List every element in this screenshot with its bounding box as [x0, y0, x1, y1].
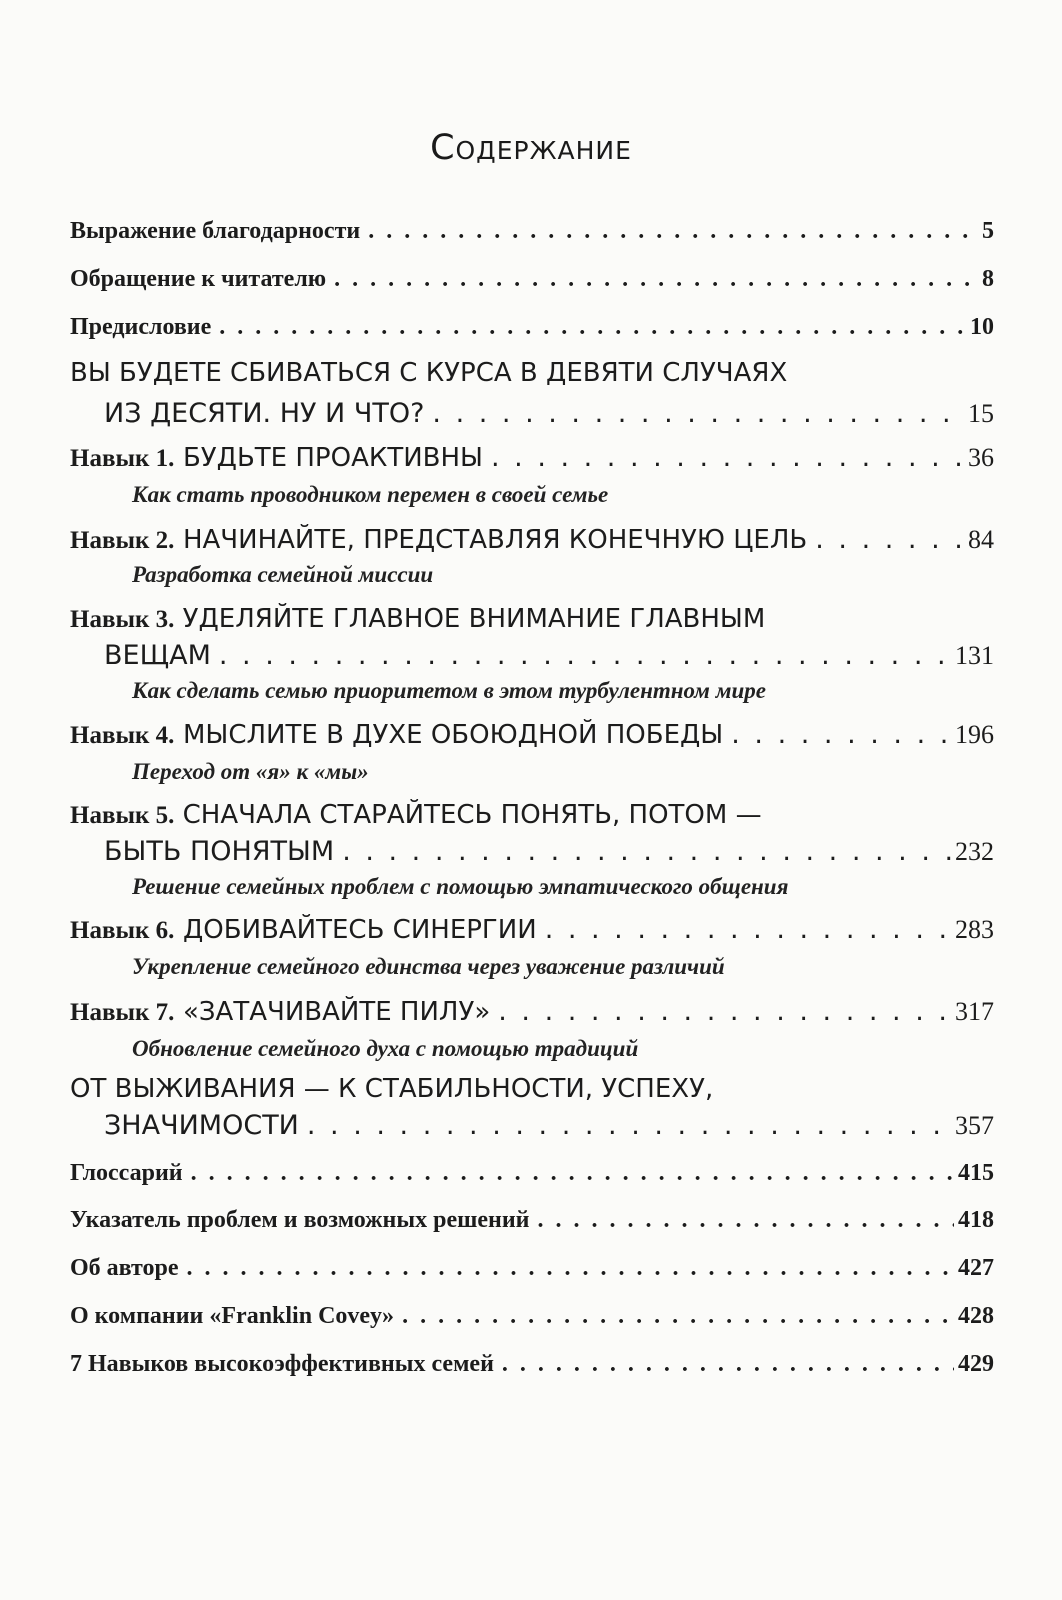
dot-leader [498, 996, 951, 1027]
toc-entry-title [70, 914, 537, 945]
dot-leader [219, 314, 966, 341]
toc-entry-glossary[interactable] [70, 1160, 994, 1187]
toc-page-number: 196 [955, 720, 994, 749]
habit-number: Навык 2. [70, 527, 175, 554]
toc-subtitle-habit-1: Как стать проводником перемен в своей семье [132, 482, 609, 507]
toc-entry-title: ИЗ ДЕСЯТИ. НУ И ЧТО? [104, 398, 425, 429]
dot-leader [334, 266, 978, 293]
dot-leader [432, 398, 964, 429]
toc-subtitle-habit-6: Укрепление семейного единства через уважение различий [132, 954, 725, 979]
toc-entry-habit-5[interactable] [104, 836, 994, 867]
dot-leader [731, 719, 951, 750]
habit-number: Навык 4. [70, 722, 175, 749]
toc-entry-title: Выражение благодарности [70, 218, 361, 244]
habit-title: МЫСЛИТЕ В ДУХЕ ОБОЮДНОЙ ПОБЕДЫ [182, 720, 724, 750]
toc-page-number: 5 [982, 218, 994, 244]
toc-entry-seven-habits[interactable] [70, 1351, 994, 1378]
habit-number: Навык 3. [70, 606, 175, 633]
toc-entry-title: БЫТЬ ПОНЯТЫМ [104, 836, 335, 867]
toc-page-number: 317 [955, 997, 994, 1026]
toc-entry-title: Об авторе [70, 1255, 179, 1281]
toc-subtitle-habit-7: Обновление семейного духа с помощью традиций [132, 1036, 639, 1061]
toc-page-number: 131 [955, 641, 994, 670]
toc-entry-habit-1[interactable] [70, 442, 994, 473]
page-title: Содержание [430, 128, 632, 168]
dot-leader [368, 218, 978, 245]
toc-page-number: 428 [958, 1303, 994, 1329]
toc-page-number: 357 [955, 1111, 994, 1140]
toc-entry-about-company[interactable] [70, 1303, 994, 1330]
dot-leader [502, 1351, 954, 1378]
toc-entry-title [70, 719, 723, 750]
toc-entry-title [70, 996, 490, 1027]
dot-leader [191, 1160, 954, 1187]
toc-entry-off-track[interactable] [104, 398, 994, 429]
dot-leader [491, 442, 964, 473]
habit-number: Навык 5. [70, 802, 175, 829]
habit-title: БУДЬТЕ ПРОАКТИВНЫ [182, 443, 483, 473]
toc-entry-title: ВЕЩАМ [104, 640, 211, 671]
toc-entry-off-track-line1[interactable]: ВЫ БУДЕТЕ СБИВАТЬСЯ С КУРСА В ДЕВЯТИ СЛУЧАЯХ [70, 358, 788, 388]
toc-entry-habit-5-line1[interactable] [70, 800, 762, 830]
dot-leader [402, 1303, 954, 1330]
dot-leader [538, 1207, 954, 1234]
toc-page-number: 10 [970, 314, 994, 340]
toc-entry-habit-3-line1[interactable] [70, 604, 765, 634]
toc-page-number: 36 [968, 443, 994, 472]
toc-entry-title: ЗНАЧИМОСТИ [104, 1110, 299, 1141]
habit-title: НАЧИНАЙТЕ, ПРЕДСТАВЛЯЯ КОНЕЧНУЮ ЦЕЛЬ [182, 525, 808, 555]
toc-entry-title: Глоссарий [70, 1160, 183, 1186]
toc-entry-habit-3[interactable] [104, 640, 994, 671]
dot-leader [342, 836, 951, 867]
toc-entry-title: Обращение к читателю [70, 266, 327, 292]
dot-leader [815, 524, 964, 555]
toc-page-number: 429 [958, 1351, 994, 1377]
toc-page-number: 15 [968, 399, 994, 428]
toc-entry-habit-7[interactable] [70, 996, 994, 1027]
toc-entry-title: Предисловие [70, 314, 212, 340]
toc-page-number: 283 [955, 915, 994, 944]
dot-leader [219, 640, 951, 671]
toc-page-number: 418 [958, 1207, 994, 1233]
toc-entry-habit-6[interactable] [70, 914, 994, 945]
toc-entry-title: О компании «Franklin Covey» [70, 1303, 395, 1329]
dot-leader [307, 1110, 951, 1141]
toc-entry-problem-index[interactable] [70, 1207, 994, 1234]
toc-page-number: 427 [958, 1255, 994, 1281]
toc-subtitle-habit-5: Решение семейных проблем с помощью эмпатического общения [132, 874, 789, 899]
habit-number: Навык 6. [70, 917, 175, 944]
habit-number: Навык 7. [70, 999, 175, 1026]
toc-entry-title [70, 442, 483, 473]
habit-title: ДОБИВАЙТЕСЬ СИНЕРГИИ [182, 915, 537, 945]
habit-title: УДЕЛЯЙТЕ ГЛАВНОЕ ВНИМАНИЕ ГЛАВНЫМ [182, 604, 766, 634]
toc-entry-survival[interactable] [104, 1110, 994, 1141]
toc-entry-acknowledgments[interactable] [70, 218, 994, 245]
toc-entry-preface[interactable] [70, 314, 994, 341]
toc-entry-habit-4[interactable] [70, 719, 994, 750]
toc-entry-about-author[interactable] [70, 1255, 994, 1282]
dot-leader [545, 914, 951, 945]
habit-title: «ЗАТАЧИВАЙТЕ ПИЛУ» [182, 997, 491, 1027]
toc-entry-title: 7 Навыков высокоэффективных семей [70, 1351, 494, 1377]
toc-subtitle-habit-4: Переход от «я» к «мы» [132, 759, 369, 784]
toc-page-number: 415 [958, 1160, 994, 1186]
habit-number: Навык 1. [70, 445, 175, 472]
dot-leader [187, 1255, 954, 1282]
toc-page-number: 8 [982, 266, 994, 292]
toc-entry-title [70, 524, 807, 555]
toc-entry-survival-line1[interactable]: ОТ ВЫЖИВАНИЯ — К СТАБИЛЬНОСТИ, УСПЕХУ, [70, 1074, 714, 1104]
toc-subtitle-habit-2: Разработка семейной миссии [132, 562, 434, 587]
toc-subtitle-habit-3: Как сделать семью приоритетом в этом турбулентном мире [132, 678, 766, 703]
toc-page-number: 84 [968, 525, 994, 554]
toc-page-number: 232 [955, 837, 994, 866]
toc-entry-to-reader[interactable] [70, 266, 994, 293]
toc-entry-title: Указатель проблем и возможных решений [70, 1207, 530, 1233]
toc-entry-habit-2[interactable] [70, 524, 994, 555]
habit-title: СНАЧАЛА СТАРАЙТЕСЬ ПОНЯТЬ, ПОТОМ — [182, 800, 762, 830]
